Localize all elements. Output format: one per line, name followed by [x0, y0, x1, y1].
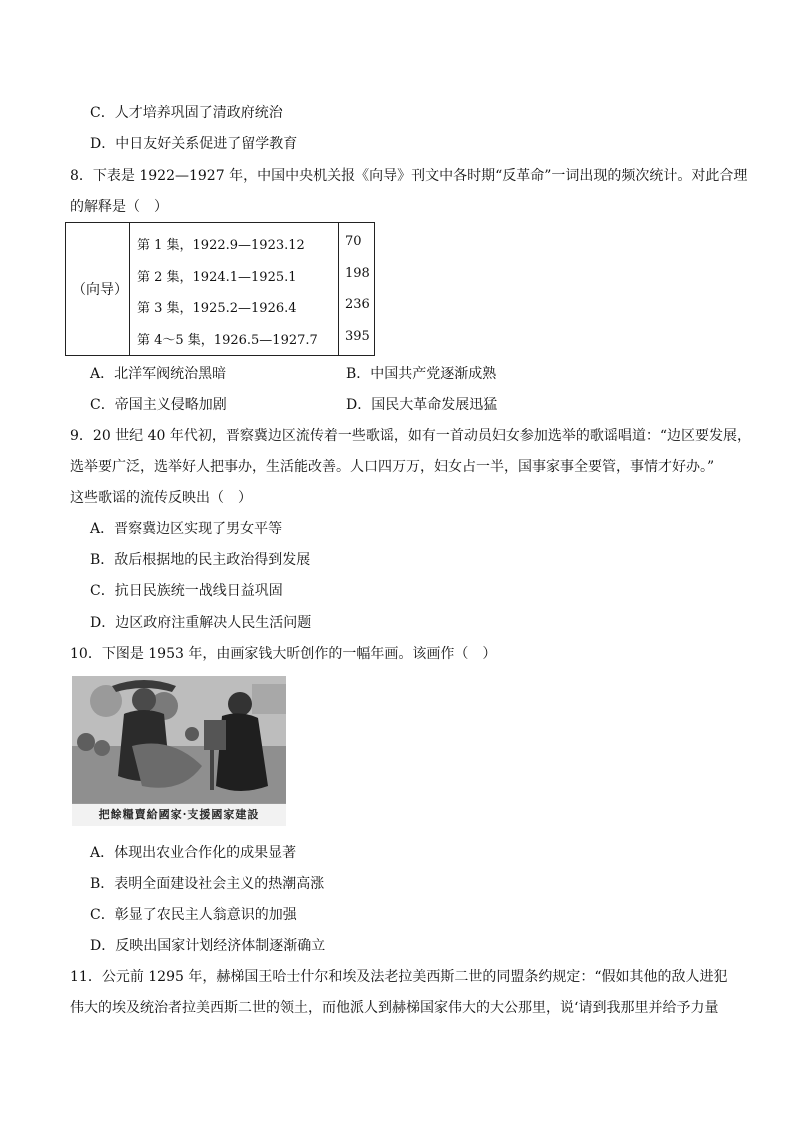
- painting-caption: 把餘糧賣給國家·支援國家建設: [72, 803, 286, 826]
- q8-stem-line-1: 8．下表是 1922—1927 年，中国中央机关报《向导》刊文中各时期“反革命”一词出现的频次统计。对此合理: [70, 168, 748, 184]
- table-divider: [129, 223, 130, 355]
- q8-frequency-table: [65, 222, 375, 356]
- q8-option-a: A．北洋军阀统治黑暗: [90, 366, 227, 382]
- table-period: 第 1 集，1922.9—1923.12: [137, 238, 305, 253]
- q10-stem: 10．下图是 1953 年，由画家钱大昕创作的一幅年画。该画作（ ）: [70, 646, 497, 662]
- q8-option-b: B．中国共产党逐渐成熟: [346, 366, 497, 382]
- q11-stem-line-1: 11．公元前 1295 年，赫梯国王哈士什尔和埃及法老拉美西斯二世的同盟条约规定：“假如其他的敌人进犯: [70, 969, 728, 985]
- table-period: 第 4～5 集，1926.5—1927.7: [137, 333, 318, 348]
- table-count: 236: [345, 297, 370, 312]
- table-divider: [338, 223, 339, 355]
- new-year-painting-image: [72, 676, 286, 826]
- q8-option-c: C．帝国主义侵略加剧: [90, 397, 227, 413]
- table-newspaper-label: （向导）: [72, 282, 128, 298]
- q9-stem-line-3: 这些歌谣的流传反映出（ ）: [70, 490, 252, 506]
- q9-stem-line-1: 9．20 世纪 40 年代初，晋察冀边区流传着一些歌谣，如有一首动员妇女参加选举的歌谣唱道：“边区要发展，: [70, 428, 752, 444]
- q8-option-d: D．国民大革命发展迅猛: [346, 397, 498, 413]
- q7-option-c: C．人才培养巩固了清政府统治: [90, 105, 283, 121]
- q9-option-c: C．抗日民族统一战线日益巩固: [90, 583, 283, 599]
- q9-stem-line-2: 选举要广泛，选举好人把事办，生活能改善。人口四万万，妇女占一半，国事家事全要管，事情才好办。”: [70, 459, 715, 475]
- q10-option-c: C．彰显了农民主人翁意识的加强: [90, 907, 297, 923]
- q11-stem-line-2: 伟大的埃及统治者拉美西斯二世的领土，而他派人到赫梯国家伟大的大公那里，说‘请到我那里并给予力量: [70, 1000, 719, 1016]
- q9-option-b: B．敌后根据地的民主政治得到发展: [90, 552, 311, 568]
- table-period: 第 2 集，1924.1—1925.1: [137, 270, 297, 285]
- table-period: 第 3 集，1925.2—1926.4: [137, 301, 297, 316]
- table-count: 70: [345, 234, 362, 249]
- table-count: 395: [345, 329, 370, 344]
- q10-option-a: A．体现出农业合作化的成果显著: [90, 845, 297, 861]
- q8-stem-line-2: 的解释是（ ）: [70, 199, 168, 215]
- q9-option-d: D．边区政府注重解决人民生活问题: [90, 615, 312, 631]
- q9-option-a: A．晋察冀边区实现了男女平等: [90, 521, 283, 537]
- q10-option-d: D．反映出国家计划经济体制逐渐确立: [90, 938, 326, 954]
- q10-option-b: B．表明全面建设社会主义的热潮高涨: [90, 876, 325, 892]
- table-count: 198: [345, 266, 370, 281]
- painting-illustration: [72, 676, 286, 804]
- q7-option-d: D．中日友好关系促进了留学教育: [90, 136, 298, 152]
